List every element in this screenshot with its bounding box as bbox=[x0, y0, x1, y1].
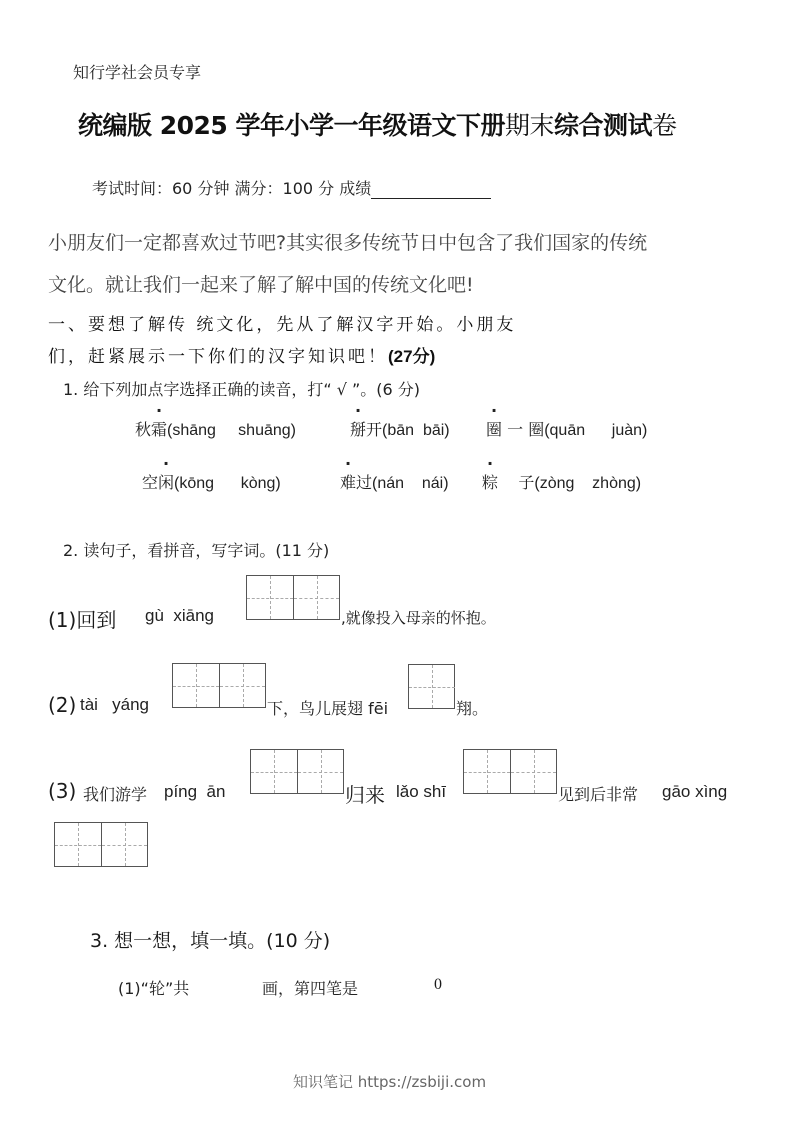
exam-info-text: 考试时间：60 分钟 满分：100 分 成绩 bbox=[92, 179, 372, 198]
q1-item-4[interactable] bbox=[142, 470, 281, 493]
q1-item-4-char: 空 bbox=[142, 473, 159, 492]
q2-s3-text-2: 归来 bbox=[345, 783, 385, 807]
q1-item-1-dotted-char: 霜 bbox=[151, 420, 168, 439]
grid-cell[interactable] bbox=[464, 750, 510, 793]
q1-item-2[interactable] bbox=[350, 417, 450, 440]
q2-s1-after: ,就像投入母亲的怀抱。 bbox=[341, 609, 496, 627]
grid-cell[interactable] bbox=[510, 750, 556, 793]
q1-item-6-char: 子 bbox=[498, 473, 535, 492]
section-1-heading-line-2 bbox=[48, 342, 435, 367]
q1-item-3[interactable] bbox=[486, 417, 647, 440]
grid-cell[interactable] bbox=[251, 750, 297, 793]
title-part-4: 卷 bbox=[652, 111, 677, 140]
q2-s3-text-3: 见到后非常 bbox=[558, 785, 639, 804]
grid-cell[interactable] bbox=[219, 664, 265, 707]
title-part-1: 统编版 2025 学年小学一年级语文下册 bbox=[78, 111, 505, 140]
q2-s1-answer-grid[interactable] bbox=[246, 575, 340, 620]
q1-item-1[interactable] bbox=[135, 417, 296, 440]
exam-title bbox=[78, 106, 677, 142]
grid-cell[interactable] bbox=[55, 823, 101, 866]
q3-title: 3. 想一想，填一填。(10 分) bbox=[90, 930, 331, 952]
q1-item-3-char: 一 圈 bbox=[502, 420, 545, 439]
q1-item-2-char: 开 bbox=[366, 420, 383, 439]
grid-cell[interactable] bbox=[247, 576, 293, 619]
q1-item-2-dotted-char: 掰 bbox=[350, 420, 367, 439]
q1-item-5[interactable] bbox=[340, 470, 449, 493]
q2-s3-answer-grid-2[interactable] bbox=[463, 749, 557, 794]
title-part-2: 期末 bbox=[505, 111, 555, 140]
q1-item-5-char: 过 bbox=[356, 473, 373, 492]
q2-s3-pinyin-3: gāo xìng bbox=[662, 782, 728, 801]
q2-s2-middle: 下，鸟儿展翅 fēi bbox=[267, 699, 389, 718]
title-part-3: 综合测试 bbox=[554, 111, 653, 140]
q1-title: 1. 给下列加点字选择正确的读音，打“ √ ”。(6 分) bbox=[63, 380, 421, 399]
q1-item-4-dotted-char: 闲 bbox=[158, 473, 175, 492]
q2-title: 2. 读句子，看拼音，写字词。(11 分) bbox=[63, 541, 330, 560]
q1-item-3-options: (quān juàn) bbox=[544, 422, 648, 439]
q1-item-5-options: (nán nái) bbox=[372, 475, 449, 492]
footer-watermark: 知识笔记 https://zsbiji.com bbox=[293, 1073, 487, 1091]
grid-cell[interactable] bbox=[101, 823, 147, 866]
intro-line-1: 小朋友们一定都喜欢过节吧?其实很多传统节日中包含了我们国家的传统 bbox=[48, 232, 648, 254]
q2-s1-pinyin: gù xiāng bbox=[145, 606, 214, 625]
q2-s2-pinyin: tài yáng bbox=[80, 695, 149, 714]
q2-s1-label: (1)回到 bbox=[48, 608, 117, 632]
q2-s3-label: (3) bbox=[48, 779, 77, 803]
intro-line-2: 文化。就让我们一起来了解了解中国的传统文化吧! bbox=[48, 274, 474, 296]
q1-item-4-options: (kōng kòng) bbox=[174, 475, 281, 492]
q2-s2-answer-grid-1[interactable] bbox=[172, 663, 266, 708]
exam-info bbox=[92, 176, 491, 199]
q2-s2-after: 翔。 bbox=[456, 699, 489, 718]
q2-s3-pinyin-2: lǎo shī bbox=[396, 782, 447, 801]
grid-cell[interactable] bbox=[293, 576, 339, 619]
q3-item-1-part-2: 画，第四笔是 bbox=[262, 979, 359, 998]
q1-item-3-dotted-char: 圈 bbox=[486, 420, 503, 439]
q2-s3-answer-grid-1[interactable] bbox=[250, 749, 344, 794]
grid-cell[interactable] bbox=[173, 664, 219, 707]
q3-item-1-part-3: 0 bbox=[434, 976, 442, 993]
grid-cell[interactable] bbox=[297, 750, 343, 793]
q1-item-5-dotted-char: 难 bbox=[340, 473, 357, 492]
q2-s3-pinyin-1: píng ān bbox=[164, 782, 226, 801]
q1-item-1-char: 秋 bbox=[135, 420, 152, 439]
q1-item-1-options: (shāng shuāng) bbox=[167, 422, 296, 439]
q1-item-6-dotted-char: 粽 bbox=[482, 473, 499, 492]
q2-s2-label: (2) bbox=[48, 693, 77, 717]
score-blank[interactable] bbox=[371, 182, 491, 199]
member-watermark: 知行学社会员专享 bbox=[73, 63, 202, 82]
q3-item-1-part-1: (1)“轮”共 bbox=[118, 979, 190, 998]
grid-cell[interactable] bbox=[409, 665, 455, 708]
q2-s2-answer-grid-2[interactable] bbox=[408, 664, 455, 709]
q1-item-6[interactable] bbox=[482, 470, 641, 493]
q1-item-2-options: (bān bāi) bbox=[382, 422, 450, 439]
q1-item-6-options: (zòng zhòng) bbox=[534, 475, 642, 492]
section-1-points: (27分) bbox=[388, 347, 436, 366]
section-1-heading-line-1: 一、要想了解传 统文化，先从了解汉字开始。小朋友 bbox=[48, 315, 517, 335]
q2-s3-text-1: 我们游学 bbox=[83, 785, 148, 804]
section-1-heading-text: 们，赶紧展示一下你们的汉字知识吧！ bbox=[48, 347, 388, 367]
q2-s3-answer-grid-3[interactable] bbox=[54, 822, 148, 867]
